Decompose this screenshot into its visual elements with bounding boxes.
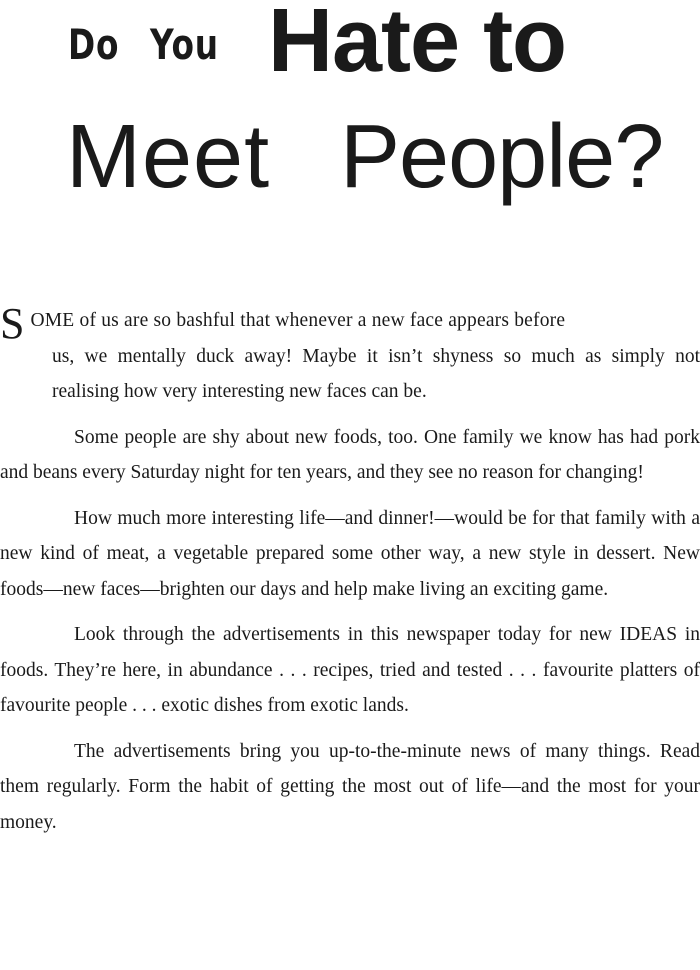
headline-word-do: Do (68, 20, 120, 69)
headline-hate-to: Hate to (268, 0, 567, 91)
paragraph-2: Some people are shy about new foods, too. One family we know has had pork and beans every Saturday night for ten years, and they see no reason for changing! (0, 426, 700, 483)
paragraph-3: How much more interesting life—and dinner!—would be for that family with a new kind of meat, a vegetable prepared some other way, a new style in dessert. New foods—new faces—brighten our days and help make living an exciting game. (0, 507, 700, 600)
paragraph-5: The advertisements bring you up-to-the-minute news of many things. Read them regularly. Form the habit of getting the most out of life—and the most for your money. (0, 740, 700, 833)
paragraph-4: Look through the advertisements in this newspaper today for new IDEAS in foods. They’re here, in abundance . . . recipes, tried and tested . . . favourite platters of favourite people . . . exotic dishes from exotic lands. (0, 624, 700, 716)
headline (0, 0, 700, 250)
paragraph-1-first-line: OME of us are so bashful that whenever a new face appears before (30, 310, 566, 331)
headline-meet: Meet (66, 107, 271, 207)
headline-people: People? (340, 107, 664, 207)
headline-word-you: You (150, 20, 219, 69)
article-body (0, 299, 700, 850)
paragraph-1 (0, 299, 700, 410)
paragraph-1-continued: us, we mentally duck away! Maybe it isn’t shyness so much as simply not realising how very interesting new faces can be. (52, 345, 700, 402)
drop-cap: S (0, 299, 25, 348)
